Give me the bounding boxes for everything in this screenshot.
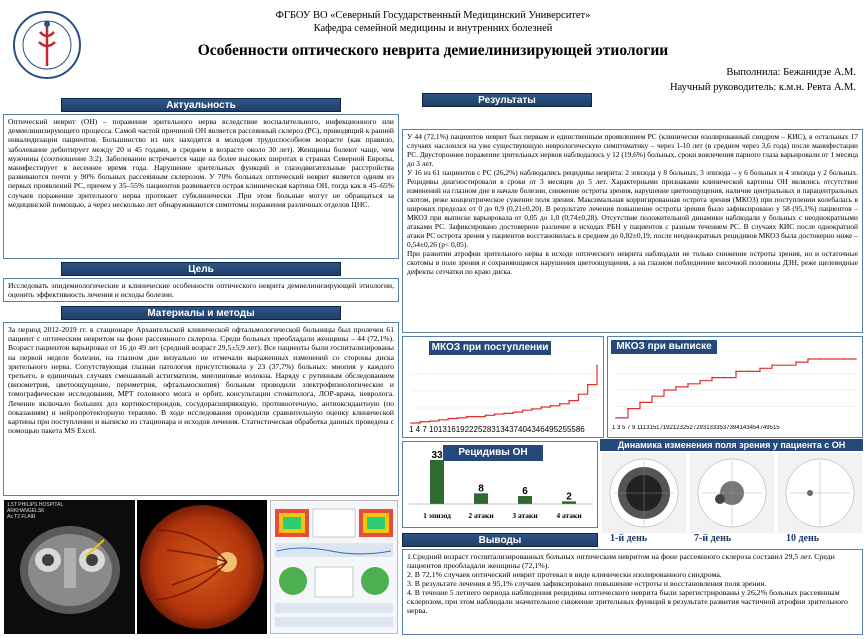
discharge-point [759, 368, 761, 370]
admission-point [503, 413, 505, 415]
discharge-point [831, 358, 833, 360]
discharge-point [615, 417, 617, 419]
oct-report-image [270, 500, 398, 634]
goal-section [3, 262, 399, 302]
relapse-category-label: 4 атаки [556, 511, 582, 520]
fundus-image [137, 500, 267, 634]
mri-label-1: 1.5T PHILIPS HOSPITAL [7, 502, 64, 508]
discharge-point [771, 364, 773, 366]
discharge-point [747, 371, 749, 373]
admission-point [429, 420, 431, 422]
relapse-bar [430, 460, 444, 504]
discharge-point [807, 358, 809, 360]
conclusion-item-1: 1.Средний возраст госпитализированных больных оптическим невритом на фоне рассеянного склероза составил 29,5 лет. Среди пациентов преобладали женщины (72,1%). [407, 552, 835, 570]
relapses-bar-chart [403, 442, 599, 529]
methods-heading: Материалы и методы [61, 306, 341, 320]
relapse-bar-value: 8 [478, 483, 484, 495]
field-label-day10: 10 день [786, 533, 820, 544]
field-label-day7: 7-й день [694, 533, 732, 544]
relapse-category-label: 2 атаки [468, 511, 494, 520]
relapse-bar-value: 33 [431, 450, 443, 461]
relapse-bar [474, 493, 488, 504]
admission-point [550, 405, 552, 407]
relapse-bar-value: 6 [522, 486, 528, 497]
methods-text: За период 2012-2019 гг. в стационаре Архангельской клинической офтальмологической больницы был пролечен 61 пациент с оптическим невритом на фоне рассеянного склероза. Среди больных преобладали женщины – 44 (72,1%). Возраст пациентов варьировал от 16 до 49 лет (средний возраст 29,5±5,9 лет). Все пациенты были госпитализированы на первой неделе болезни, на глазном дне визуально не отмечали выраженных изменений со стороны диска зрительного нерва. Сопутствующая глазная патология присутствовала у 23 (37,7%) больных: миопия у каждого третьего, в единичных случаях смешанный астигматизм, миелиновые волокна. Наряду с рутинным обследованием (визометрия, цветоощущение, периметрия, офтальмоскопия) больным проводили электрофизиологические и томографические исследования, МРТ головного мозга и орбит, консультации стоматолога, ЛОР-врача, невролога. Лечение включало больших доз кортикостероидов, сосудорасширяющую, противоотечную, антиоксидантную (по показаниям) и нейропротекторную терапию. В ходе исследования проводили сравнительную оценку клинической картины при поступлении и выписке из стационара и исходов лечения. Статистическая обработка данных проведена с помощью пакета MS Excel. [8, 325, 394, 436]
admission-point [420, 421, 422, 423]
admission-point [596, 365, 598, 367]
relevance-section [3, 98, 399, 259]
admission-chart-title: МКОЗ при поступлении [429, 341, 551, 355]
discharge-point [675, 386, 677, 388]
field-day7 [690, 453, 774, 533]
mri-label-2: ARKHANGELSK [7, 508, 45, 514]
admission-point [485, 415, 487, 417]
admission-point [578, 393, 580, 395]
admission-axis-label: 1 4 7 10131619222528313437404346495255586 [409, 425, 585, 434]
discharge-point [735, 371, 737, 373]
field-day1 [602, 453, 686, 533]
admission-point [438, 419, 440, 421]
author: Выполнила: Бежанидзе А.М. [726, 67, 856, 78]
discharge-point [663, 389, 665, 391]
admission-point [522, 409, 524, 411]
admission-point [475, 416, 477, 418]
results-section [402, 93, 863, 333]
discharge-point [687, 383, 689, 385]
relapses-chart-title: Рецидивы ОН [443, 445, 543, 461]
discharge-point [723, 377, 725, 379]
discharge-point [651, 395, 653, 397]
supervisor: Научный руководитель: к.м.н. Ревта А.М. [669, 82, 856, 93]
admission-point [457, 417, 459, 419]
admission-point [568, 400, 570, 402]
discharge-point [843, 358, 845, 360]
conclusion-item-3: 3. В результате лечения в 95,1% случаев зафиксировано повышение остроты и восстановления поля зрения. [407, 579, 767, 588]
mri-image [4, 500, 135, 634]
methods-section [3, 306, 399, 496]
discharge-point [627, 408, 629, 410]
discharge-point [699, 380, 701, 382]
page-title: Особенности оптического неврита демиелинизирующей этиологии [197, 42, 669, 59]
admission-chart [402, 336, 604, 438]
logo [12, 10, 82, 80]
org-name: ФГБОУ ВО «Северный Государственный Медицинский Университет» [275, 10, 591, 21]
relevance-heading: Актуальность [61, 98, 341, 112]
goal-heading: Цель [61, 262, 341, 276]
conclusions-section [402, 531, 863, 635]
discharge-point [855, 358, 857, 360]
conclusion-item-2: 2. В 72,1% случаев оптический неврит протекал в виде клинически изолированного синдрома. [407, 570, 722, 579]
admission-point [447, 418, 449, 420]
discharge-point [639, 402, 641, 404]
discharge-series-line [616, 359, 856, 418]
admission-point [410, 422, 412, 424]
goal-text: Исследовать эпидемиологические и клинические особенности оптического неврита демиелинизирующей этиологии, оценить эффективность лечения и исходы болезни. [8, 281, 394, 300]
conclusions-heading: Выводы [402, 533, 598, 547]
field-day10 [778, 453, 862, 533]
relapse-bar [518, 496, 532, 504]
field-label-day1: 1-й день [610, 533, 648, 544]
visual-fields-title: Динамика изменения поля зрения у пациента с ОН [600, 439, 863, 451]
relevance-text: Оптический неврит (ОН) – поражение зрительного нерва вследствие воспалительного, инфекционного или демиелинизирующего процесса. Самой частой причиной ОН является рассеянный склероз (РС), приводящий к ранней инвалидизации пациентов. Большинство из них находятся в молодом трудоспособном возрасте (как правило, заболевание дебютирует между 20 и 45 годами, в среднем в возрасте около 30 лет). Женщины болеют чаще, чем мужчины (соотношение 3:2). Заболевание встречается чаще на более высоких широтах в странах Северной Европы, манифестирует в весеннее время года. Нарушение зрительных функций и глазодвигательные расстройства развиваются почти у 90% больных рассеянным склерозом. У 70% больных оптический неврит является одним из первых проявлений РС, причем у 35–55% пациентов развивается острая клиническая картина ОН, тогда как в 45–65% случаев поражение зрительного нерва протекает субклинически .При этом больные могут не обращаться за медицинской помощью, а через несколько лет обнаруживаются симптомы поражения различных отделов ЦНС. [8, 117, 394, 209]
results-text: У 44 (72,1%) пациентов неврит был первым и единственным проявлением РС (клинически изолированный синдром – КИС), в остальных 17 случаях наслоился на уже существующую неврологическую симптоматику – через 1-10 лет (в среднем через 3,6 года) после манифестации РС. Двустороннее поражение зрительных нервов наблюдалось у 12 (19,6%) больных, сроки вовлечения парного глаза варьировали от 1 месяца до 3 лет. У 16 из 61 пациентов с РС (26,2%) наблюдались рецидивы неврита: 2 эпизода у 8 больных, 3 эпизода – у 6 больных и 4 эпизода у 2 больных. Рецидивы диагностировали в сроки от 3 месяцев до 5 лет. Характерными признаками клинической картины ОН являлись отсутствие изменений на глазном дне в начале болезни, снижение остроты зрения, нарушение цветоощущения, наличие центральных и парацентральных скотом, реже концентрическое сужение поля зрения. Максимальная корригированная острота зрения (МКОЗ) при поступлении колебалась в широких пределах от 0 до 0,9 (0,21±0,20). В результате лечения повышение остроты зрения было зафиксировано у 58 (95,1%) пациентов – МКОЗ при выписке варьировала от 0,05 до 1,0 (0,74±0,28). Отсутствие положительной динамики наблюдали у больных с неоднократными атаками РС. Зафиксировано достоверное различие в исходах РБН у пациентов с разным течением РС. В случаях КИС после однократной атаки РС острота зрения у пациентов восстановилась в среднем до 0,82±0,19, после неоднократных рецидивов МКОЗ была достоверно ниже – 0,54±0,26 (р< 0,05). При развитии атрофии зрительного нерва в исходе оптического неврита наблюдали не только снижение остроты зрения, но и остаточные скотомы в поле зрения и сохраняющиеся нарушения цветоощущения, а на глазном побледнение височной половины ДЗН, реже щелевидные дефекты сетчатки по краю диска. [407, 132, 858, 276]
relapses-chart [402, 441, 598, 528]
admission-line-chart [409, 357, 599, 425]
admission-point [494, 413, 496, 415]
relapse-category-label: 3 атаки [512, 511, 538, 520]
discharge-point [783, 364, 785, 366]
discharge-chart [607, 336, 863, 438]
visual-fields-panel [600, 439, 863, 535]
discharge-point [711, 377, 713, 379]
relapse-category-label: 1 эпизод [423, 511, 451, 520]
discharge-chart-title: МКОЗ при выписке [611, 340, 717, 354]
department: Кафедра семейной медицины и внутренних болезней [313, 23, 553, 34]
admission-point [587, 384, 589, 386]
discharge-point [795, 361, 797, 363]
admission-point [559, 403, 561, 405]
mri-label-3: Ax T2 FLAIR [7, 514, 36, 520]
admission-point [513, 411, 515, 413]
admission-point [531, 408, 533, 410]
conclusion-item-4: 4. В течение 5 летнего периода наблюдения рецидивы оптического неврита были зарегистрированы у 26,2% больных рассеянным склерозом, при этом наблюдали значительное снижение зрительных функций в результате развития частичной атрофии зрительного нерва. [407, 588, 848, 615]
admission-point [466, 416, 468, 418]
results-heading: Результаты [422, 93, 592, 107]
discharge-point [819, 358, 821, 360]
discharge-line-chart [614, 357, 858, 423]
admission-point [540, 406, 542, 408]
relapse-bar-value: 2 [566, 491, 572, 503]
discharge-axis-label: 1 3 5 7 9 1113151719212325272931333537394143454749515 [612, 425, 780, 431]
